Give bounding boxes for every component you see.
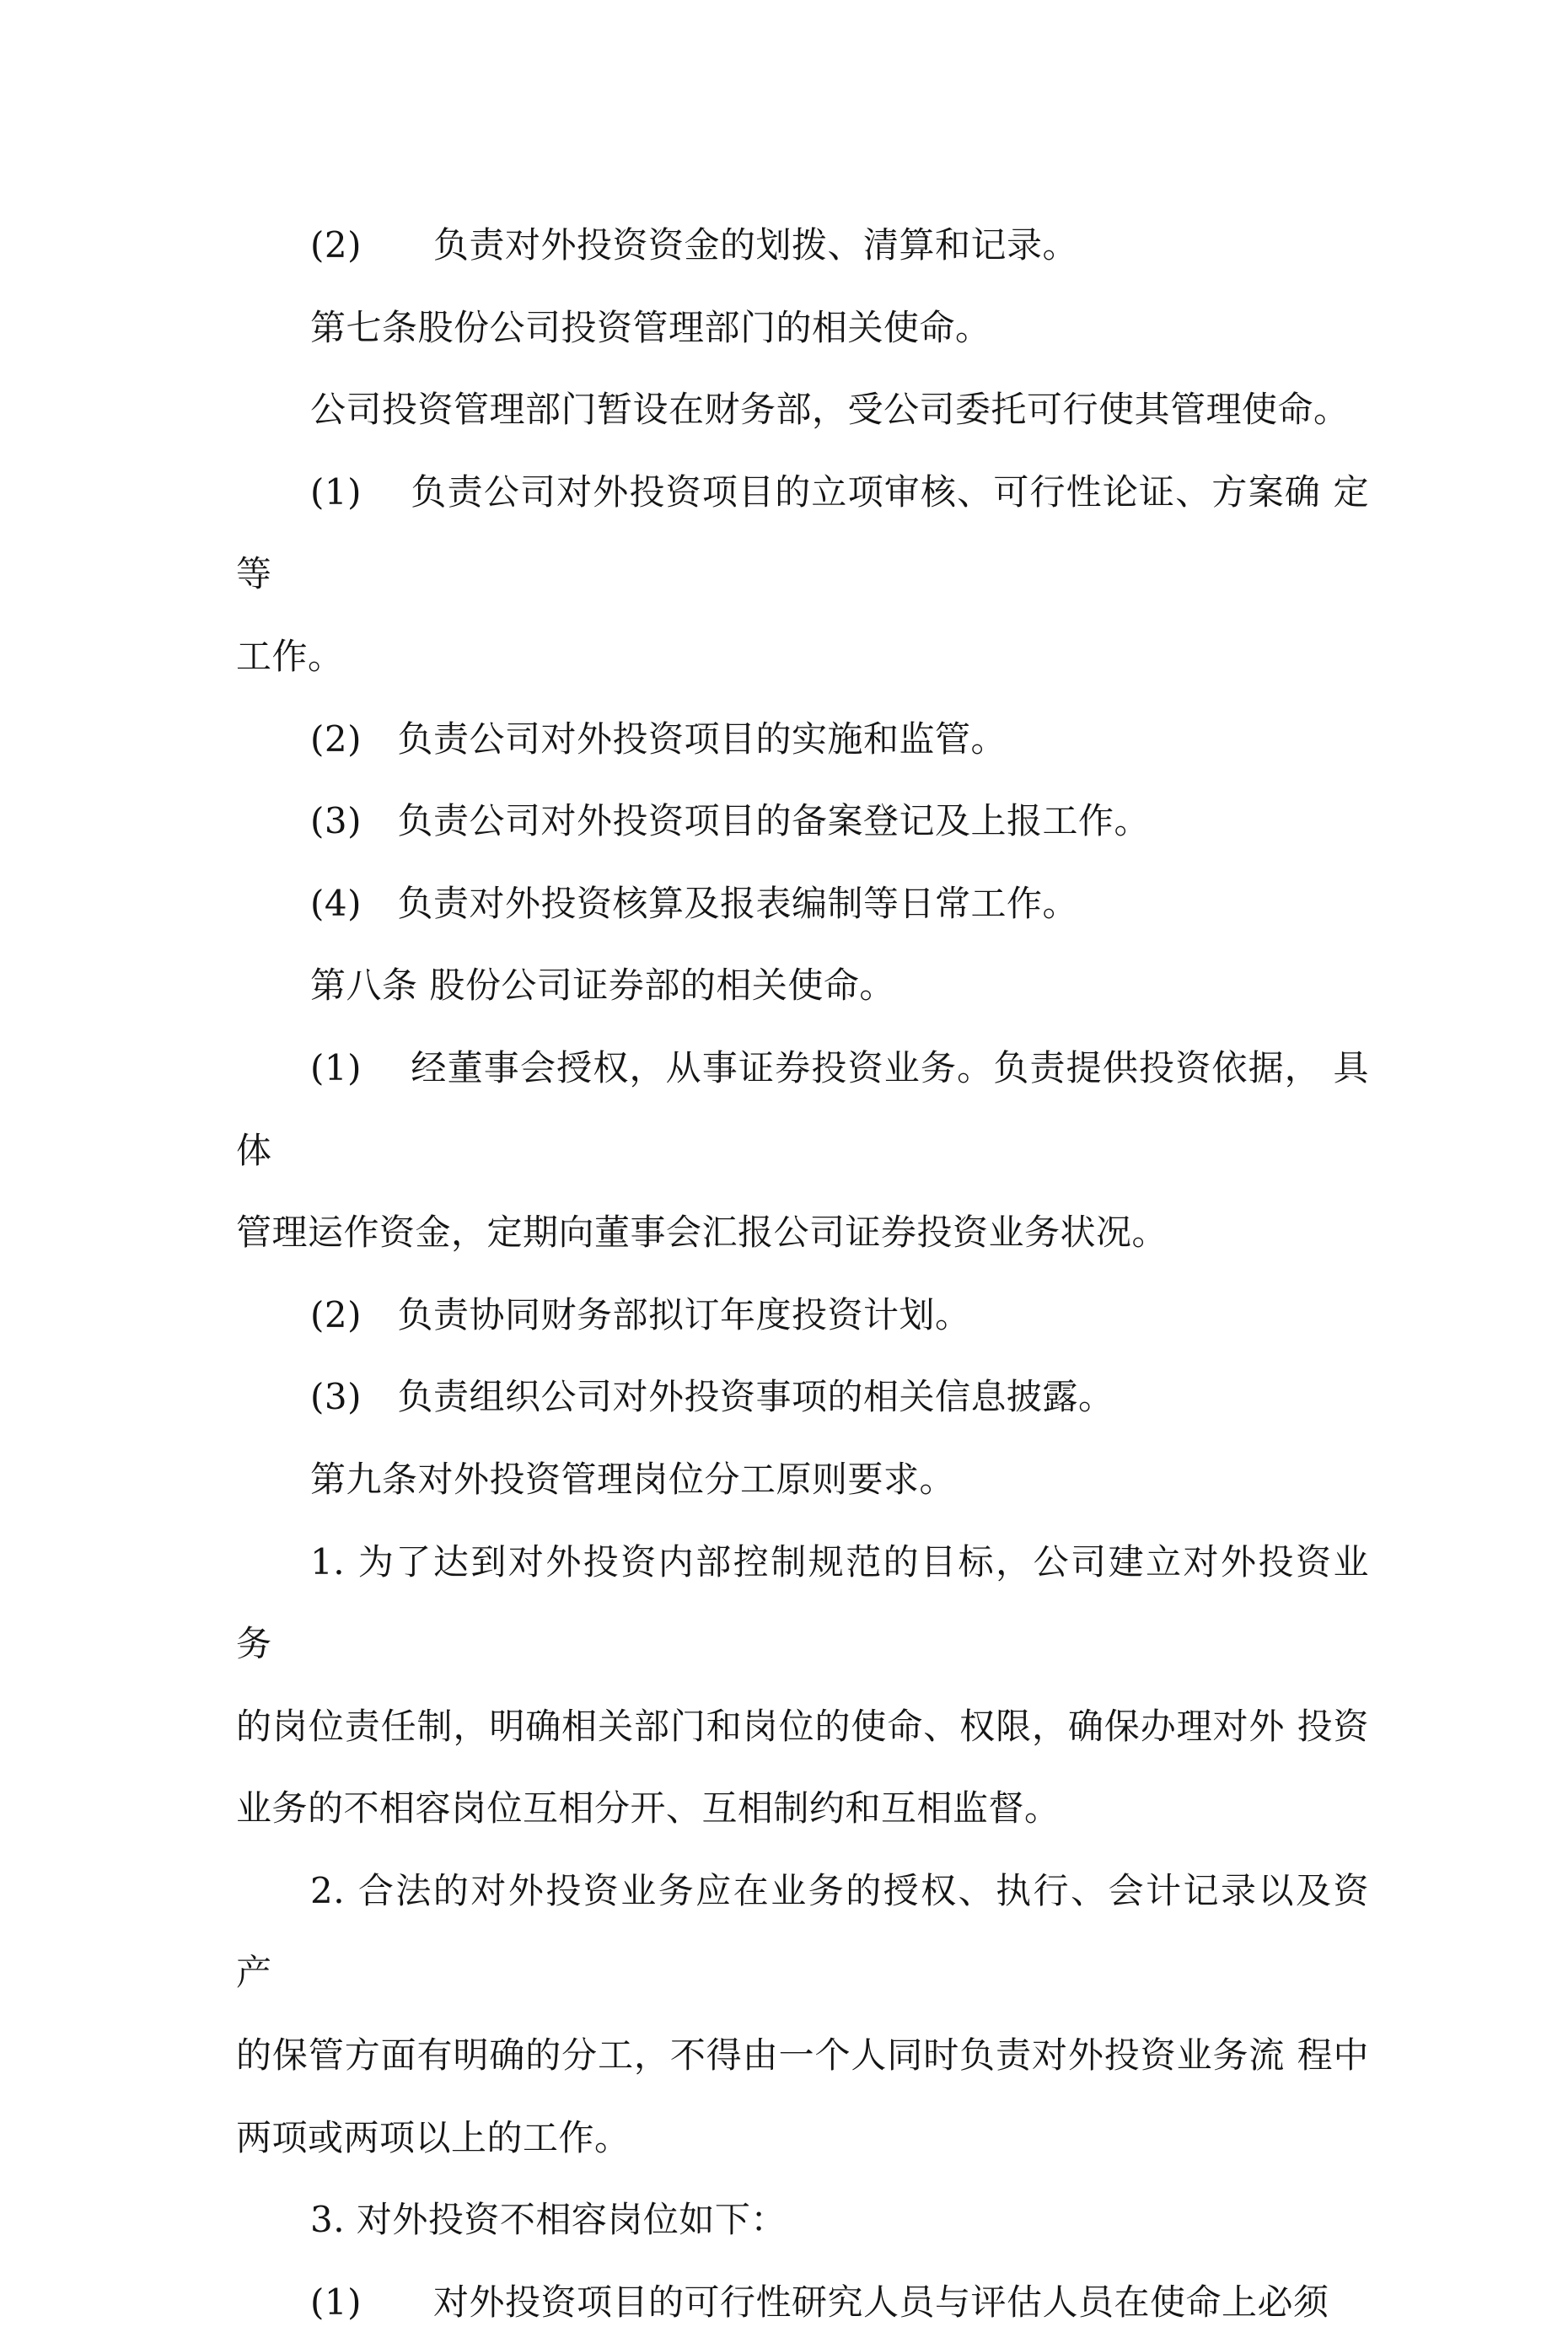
text-line-item-3-filing: (3) 负责公司对外投资项目的备案登记及上报工作。	[310, 800, 1150, 842]
text-line-item-1-securities-cont: 管理运作资金，定期向董事会汇报公司证券投资业务状况。	[236, 1212, 1168, 1254]
text-line-article-8-heading: 第八条 股份公司证券部的相关使命。	[310, 965, 895, 1007]
text-line-point-1: 1. 为了达到对外投资内部控制规范的目标，公司建立对外投资业 务	[236, 1540, 1369, 1665]
text-line-article-9-heading: 第九条对外投资管理岗位分工原则要求。	[310, 1458, 956, 1500]
text-line-point-1-cont-a: 的岗位责任制，明确相关部门和岗位的使命、权限，确保办理对外 投资	[236, 1705, 1369, 1747]
text-line-item-1-review: (1) 负责公司对外投资项目的立项审核、可行性论证、方案确 定等	[236, 470, 1369, 595]
text-line-item-4-accounting: (4) 负责对外投资核算及报表编制等日常工作。	[310, 882, 1078, 924]
text-line-article-7-intro: 公司投资管理部门暂设在财务部，受公司委托可行使其管理使命。	[310, 389, 1350, 431]
text-line-item-2-implement: (2) 负责公司对外投资项目的实施和监管。	[310, 717, 1007, 760]
text-line-item-1-review-cont: 工作。	[236, 635, 344, 677]
text-line-item-3-disclosure: (3) 负责组织公司对外投资事项的相关信息披露。	[310, 1376, 1114, 1418]
text-line-item-1-securities: (1) 经董事会授权，从事证券投资业务。负责提供投资依据， 具体	[236, 1046, 1369, 1171]
text-line-point-2-cont-a: 的保管方面有明确的分工，不得由一个人同时负责对外投资业务流 程中	[236, 2034, 1369, 2077]
text-line-item-1-feasibility: (1) 对外投资项目的可行性研究人员与评估人员在使命上必须	[310, 2281, 1329, 2323]
text-line-article-7-heading: 第七条股份公司投资管理部门的相关使命。	[310, 306, 991, 348]
text-line-point-2: 2. 合法的对外投资业务应在业务的授权、执行、会计记录以及资 产	[236, 1869, 1369, 1994]
document-text-block	[236, 204, 1369, 2343]
text-line-point-2-cont-b: 两项或两项以上的工作。	[236, 2116, 631, 2158]
text-line-item-2-annual-plan: (2) 负责协同财务部拟订年度投资计划。	[310, 1293, 971, 1335]
text-line-point-3: 3. 对外投资不相容岗位如下：	[310, 2199, 787, 2241]
text-line-point-1-cont-b: 业务的不相容岗位互相分开、互相制约和互相监督。	[236, 1787, 1061, 1830]
text-line-item-2-funds: (2) 负责对外投资资金的划拨、清算和记录。	[310, 224, 1078, 266]
